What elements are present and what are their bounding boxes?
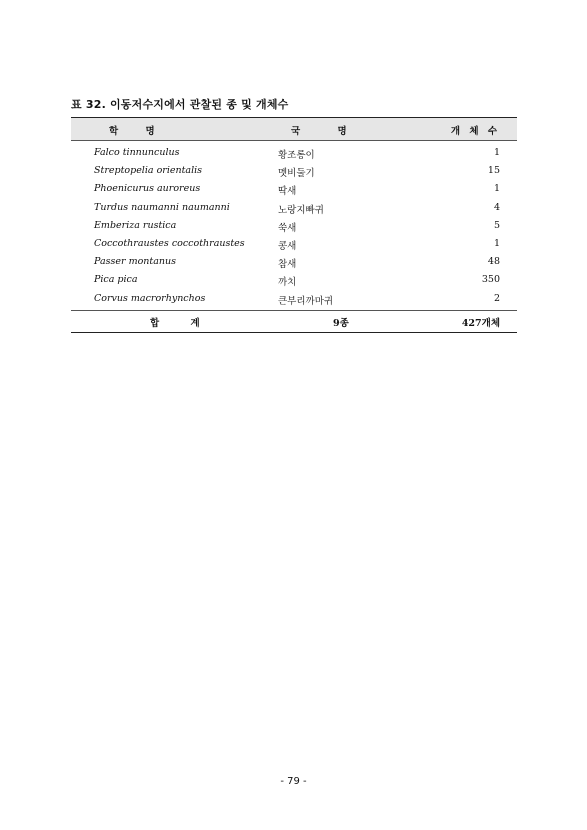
total-label: 합 계 (150, 317, 200, 329)
count-cell: 48 (487, 256, 500, 268)
table-header-row (71, 117, 517, 141)
table-row (71, 144, 517, 162)
scientific-name-cell: Passer montanus (94, 256, 177, 268)
count-cell: 1 (493, 147, 500, 158)
count-cell: 2 (493, 292, 500, 304)
table-row (71, 180, 517, 198)
scientific-name-cell: Falco tinnunculus (94, 147, 180, 158)
table-row (71, 217, 517, 235)
species-table (71, 117, 517, 333)
scientific-name-cell: Coccothraustes coccothraustes (94, 237, 245, 249)
korean-name-cell: 노랑지빠귀 (278, 204, 324, 216)
page-number: - 79 - (280, 776, 307, 787)
scientific-name-cell: Corvus macrorhynchos (94, 292, 206, 304)
scientific-name-cell: Phoenicurus auroreus (94, 183, 201, 195)
count-cell: 350 (481, 274, 500, 286)
header-count: 개 체 수 (450, 126, 500, 137)
korean-name-cell: 멧비둘기 (278, 168, 315, 180)
korean-name-cell: 참새 (278, 259, 297, 271)
header-scientific-name: 학 명 (109, 126, 155, 137)
count-cell: 15 (487, 165, 500, 177)
korean-name-cell: 큰부리까마귀 (278, 295, 334, 307)
table-row (71, 235, 517, 253)
table-row (71, 162, 517, 180)
table-row (71, 271, 517, 289)
table-row (71, 290, 517, 308)
korean-name-cell: 콩새 (278, 240, 297, 252)
header-korean-name: 국 명 (291, 126, 347, 137)
count-cell: 5 (493, 219, 500, 231)
scientific-name-cell: Streptopelia orientalis (94, 165, 203, 177)
scientific-name-cell: Turdus naumanni naumanni (94, 201, 230, 213)
count-cell: 1 (493, 183, 500, 195)
korean-name-cell: 딱새 (278, 186, 297, 198)
table-row (71, 199, 517, 217)
total-individuals: 427개체 (461, 317, 500, 329)
scientific-name-cell: Emberiza rustica (94, 219, 177, 231)
korean-name-cell: 까치 (278, 277, 297, 289)
total-species: 9종 (333, 317, 349, 329)
scientific-name-cell: Pica pica (94, 274, 138, 286)
korean-name-cell: 황조롱이 (278, 150, 315, 161)
count-cell: 1 (493, 237, 500, 249)
table-caption: 표 32. 이동저수지에서 관찰된 종 및 개체수 (71, 98, 289, 111)
korean-name-cell: 쑥새 (278, 222, 297, 234)
table-total-row (71, 310, 517, 333)
table-row (71, 253, 517, 271)
count-cell: 4 (493, 201, 500, 213)
